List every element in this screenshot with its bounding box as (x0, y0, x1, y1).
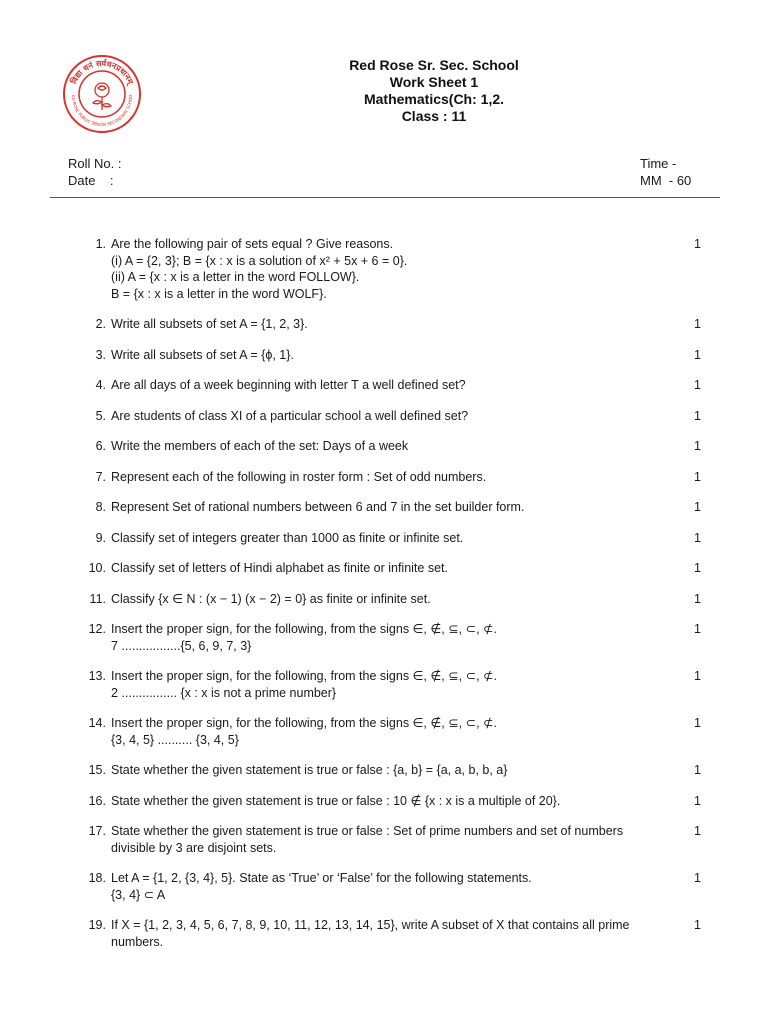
question-marks: 1 (694, 716, 701, 730)
question-text-line: {3, 4} ⊂ A (111, 887, 166, 902)
question-text-line: Insert the proper sign, for the following, from the signs ∈, ∉, ⊆, ⊂, ⊄. (111, 716, 497, 730)
question-marks: 1 (694, 622, 701, 636)
question-marks: 1 (694, 500, 701, 514)
worksheet-header (234, 57, 634, 125)
question-marks: 1 (694, 237, 701, 251)
question-marks: 1 (694, 793, 701, 808)
question-marks: 1 (694, 591, 701, 606)
question-number-text: 13. (88, 669, 106, 683)
class-line: Class : 11 (401, 108, 467, 124)
subject-line: Mathematics(Ch: 1,2. (363, 91, 505, 107)
question-text-line: If X = {1, 2, 3, 4, 5, 6, 7, 8, 9, 10, 11, 12, 13, 14, 15}, write A subset of X that contains all prime (111, 918, 630, 932)
question-marks: 1 (694, 530, 701, 545)
question-marks: 1 (694, 408, 701, 423)
question-marks: 1 (694, 669, 701, 683)
question-text-line: Write all subsets of set A = {ϕ, 1}. (111, 347, 294, 362)
question-item (0, 715, 768, 748)
question-item (0, 499, 768, 516)
logo-motto: विद्या धनं सर्वधनप्रधानम् (69, 58, 135, 86)
header-divider (50, 197, 720, 198)
question-marks: 1 (694, 347, 701, 362)
question-number-text: 9. (95, 530, 106, 545)
school-name: Red Rose Sr. Sec. School (349, 57, 519, 73)
question-text-line: B = {x : x is a letter in the word WOLF}. (111, 286, 327, 301)
question-number-text: 7. (95, 469, 106, 484)
question-number-text: 15. (88, 763, 106, 777)
question-text-line: 7 .................{5, 6, 9, 7, 3} (111, 638, 252, 653)
question-text-line: Classify set of letters of Hindi alphabet as finite or infinite set. (111, 561, 448, 575)
exam-info (640, 155, 691, 189)
logo-school-name: ED ROSE PUBLIC SENIOR SECONDARY SCHOO (70, 94, 134, 128)
question-marks: 1 (694, 469, 701, 484)
question-number-text: 2. (95, 317, 106, 331)
question-item (0, 560, 768, 577)
date-label: Date : (68, 173, 114, 188)
question-item (0, 347, 768, 364)
question-text-line: Represent Set of rational numbers between 6 and 7 in the set builder form. (111, 500, 525, 514)
question-number-text: 19. (88, 918, 106, 932)
worksheet-title: Work Sheet 1 (389, 74, 479, 90)
question-item (0, 438, 768, 455)
question-marks: 1 (694, 918, 701, 932)
question-item (0, 823, 768, 856)
question-text-line: Write the members of each of the set: Days of a week (111, 439, 409, 453)
question-text-line: Classify {x ∈ N : (x − 1) (x − 2) = 0} as finite or infinite set. (111, 591, 431, 606)
question-text-line: numbers. (111, 934, 164, 949)
question-text-line: divisible by 3 are disjoint sets. (111, 840, 277, 855)
question-number-text: 3. (95, 347, 106, 362)
question-marks: 1 (694, 439, 701, 453)
question-item (0, 591, 768, 608)
question-item (0, 469, 768, 486)
question-number-text: 8. (95, 500, 106, 514)
question-text-line: 2 ................ {x : x is not a prime number} (111, 685, 337, 700)
question-item (0, 530, 768, 547)
max-marks-label: MM - 60 (640, 173, 692, 188)
question-item (0, 621, 768, 654)
rose-emblem-icon (93, 83, 111, 110)
question-marks: 1 (694, 763, 701, 777)
question-list (0, 236, 768, 950)
question-text-line: Let A = {1, 2, {3, 4}, 5}. State as ‘True’ or ‘False’ for the following statements. (111, 871, 532, 885)
question-text-line: Insert the proper sign, for the following, from the signs ∈, ∉, ⊆, ⊂, ⊄. (111, 622, 497, 636)
question-number-text: 1. (95, 237, 106, 251)
question-number-text: 16. (88, 793, 106, 808)
question-item (0, 236, 768, 302)
question-item (0, 408, 768, 425)
question-marks: 1 (694, 317, 701, 331)
question-text-line: (ii) A = {x : x is a letter in the word FOLLOW}. (111, 270, 360, 284)
question-text-line: State whether the given statement is true or false : {a, b} = {a, a, b, b, a} (111, 763, 508, 777)
question-text-line: Represent each of the following in roster form : Set of odd numbers. (111, 469, 487, 484)
question-number-text: 10. (88, 561, 106, 575)
question-text-line: {3, 4, 5} .......... {3, 4, 5} (111, 732, 239, 747)
question-text-line: Insert the proper sign, for the following, from the signs ∈, ∉, ⊆, ⊂, ⊄. (111, 669, 497, 683)
question-item (0, 668, 768, 701)
question-number-text: 12. (88, 622, 106, 636)
question-number-text: 4. (95, 378, 106, 392)
question-item (0, 917, 768, 950)
question-text-line: Are all days of a week beginning with letter T a well defined set? (111, 378, 466, 392)
question-number-text: 6. (95, 439, 106, 453)
question-text-line: (i) A = {2, 3}; B = {x : x is a solution of x² + 5x + 6 = 0}. (111, 253, 408, 268)
question-item (0, 316, 768, 333)
question-text-line: State whether the given statement is true or false : 10 ∉ {x : x is a multiple of 20}. (111, 793, 561, 808)
roll-no-label: Roll No. : (68, 156, 122, 171)
question-marks: 1 (694, 824, 701, 838)
question-text-line: State whether the given statement is true or false : Set of prime numbers and set of numbers (111, 824, 624, 838)
question-number-text: 18. (88, 871, 106, 885)
question-number-text: 14. (88, 716, 106, 730)
question-text-line: Are students of class XI of a particular school a well defined set? (111, 408, 469, 423)
question-item (0, 793, 768, 810)
question-text-line: Are the following pair of sets equal ? Give reasons. (111, 237, 394, 251)
student-info (68, 155, 121, 189)
question-marks: 1 (694, 871, 701, 885)
question-number-text: 11. (89, 591, 106, 606)
question-text-line: Write all subsets of set A = {1, 2, 3}. (111, 317, 308, 331)
question-number-text: 17. (88, 824, 106, 838)
question-item (0, 870, 768, 903)
time-label: Time - (640, 156, 677, 171)
question-item (0, 762, 768, 779)
question-item (0, 377, 768, 394)
question-number-text: 5. (95, 408, 106, 423)
question-marks: 1 (694, 378, 701, 392)
question-marks: 1 (694, 561, 701, 575)
school-logo (62, 54, 142, 134)
question-text-line: Classify set of integers greater than 1000 as finite or infinite set. (111, 530, 464, 545)
